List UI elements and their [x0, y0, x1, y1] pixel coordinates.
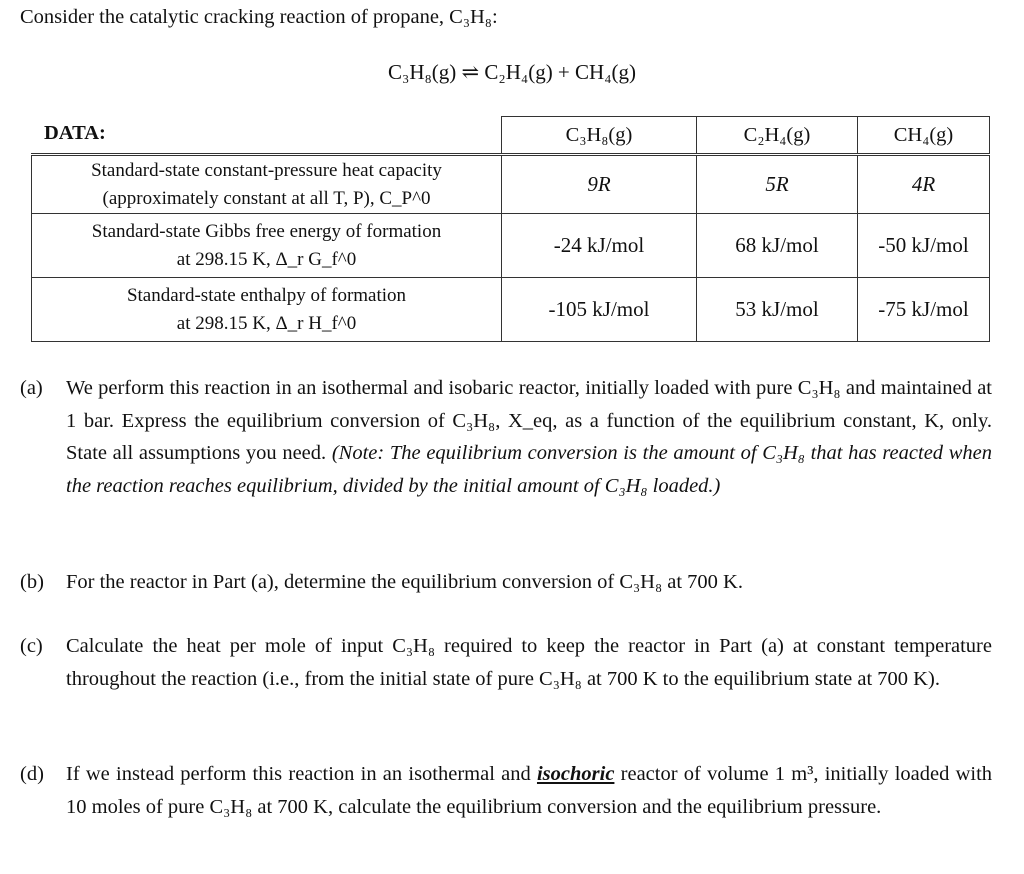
- question-label: (c): [20, 635, 43, 657]
- question-text: If we instead perform this reaction in an isothermal and: [66, 763, 531, 785]
- table-cell: 5R: [697, 155, 858, 214]
- question-note: (Note: The equilibrium conversion is the amount of C₃H₈ that has reacted when the reaction reaches equilibrium, divided by the initial amount of C₃H₈ loaded.): [66, 442, 993, 497]
- question-text: We perform this reaction in an isothermal and isobaric reactor, initially loaded with pure C₃H₈ and maintained at 1 bar. Express the equilibrium conversion of C₃H₈, X_eq, as a function of the equilibrium constant, K, only. State all assumptions you need.: [66, 377, 992, 464]
- question-c: [20, 630, 992, 695]
- row-label: Standard-state constant-pressure heat capacity (approximately constant at all T, P), C_P^0: [32, 155, 502, 214]
- data-label: DATA:: [44, 122, 106, 144]
- emphasis-text: isochoric: [536, 763, 615, 785]
- table-row: [32, 155, 990, 214]
- table-row: [32, 214, 990, 278]
- column-header: C₂H₄(g): [697, 117, 858, 155]
- data-table: [31, 116, 990, 342]
- question-text-continued: reactor of volume 1 m³, initially loaded with 10 moles of pure C₃H₈ at 700 K, calculate the equilibrium conversion and the equilibrium pressure.: [66, 763, 993, 818]
- column-header: CH₄(g): [858, 117, 990, 155]
- intro-text: Consider the catalytic cracking reaction of propane, C₃H₈:: [20, 6, 498, 28]
- question-b: [20, 566, 992, 599]
- question-label: (b): [20, 571, 44, 593]
- question-d: [20, 758, 992, 823]
- question-label: (a): [20, 377, 43, 399]
- table-cell: 9R: [502, 155, 697, 214]
- question-text: For the reactor in Part (a), determine the equilibrium conversion of C₃H₈ at 700 K.: [66, 571, 743, 593]
- table-cell: 53 kJ/mol: [697, 278, 858, 342]
- question-text: Calculate the heat per mole of input C₃H₈ required to keep the reactor in Part (a) at constant temperature throughout the reaction (i.e., from the initial state of pure C₃H₈ at 700 K to the equilibrium state at 700 K).: [66, 635, 992, 690]
- table-cell: -24 kJ/mol: [502, 214, 697, 278]
- table-header-row: [32, 117, 990, 155]
- question-a: [20, 372, 992, 502]
- table-cell: -105 kJ/mol: [502, 278, 697, 342]
- column-header: C₃H₈(g): [502, 117, 697, 155]
- reaction-equation: C₃H₈(g) ⇌ C₂H₄(g) + CH₄(g): [387, 60, 637, 84]
- table-cell: 4R: [858, 155, 990, 214]
- row-label: Standard-state enthalpy of formation at 298.15 K, Δ_r H_f^0: [32, 278, 502, 342]
- table-cell: -50 kJ/mol: [858, 214, 990, 278]
- row-label: Standard-state Gibbs free energy of formation at 298.15 K, Δ_r G_f^0: [32, 214, 502, 278]
- table-cell: 68 kJ/mol: [697, 214, 858, 278]
- table-row: [32, 278, 990, 342]
- question-label: (d): [20, 763, 44, 785]
- table-cell: -75 kJ/mol: [858, 278, 990, 342]
